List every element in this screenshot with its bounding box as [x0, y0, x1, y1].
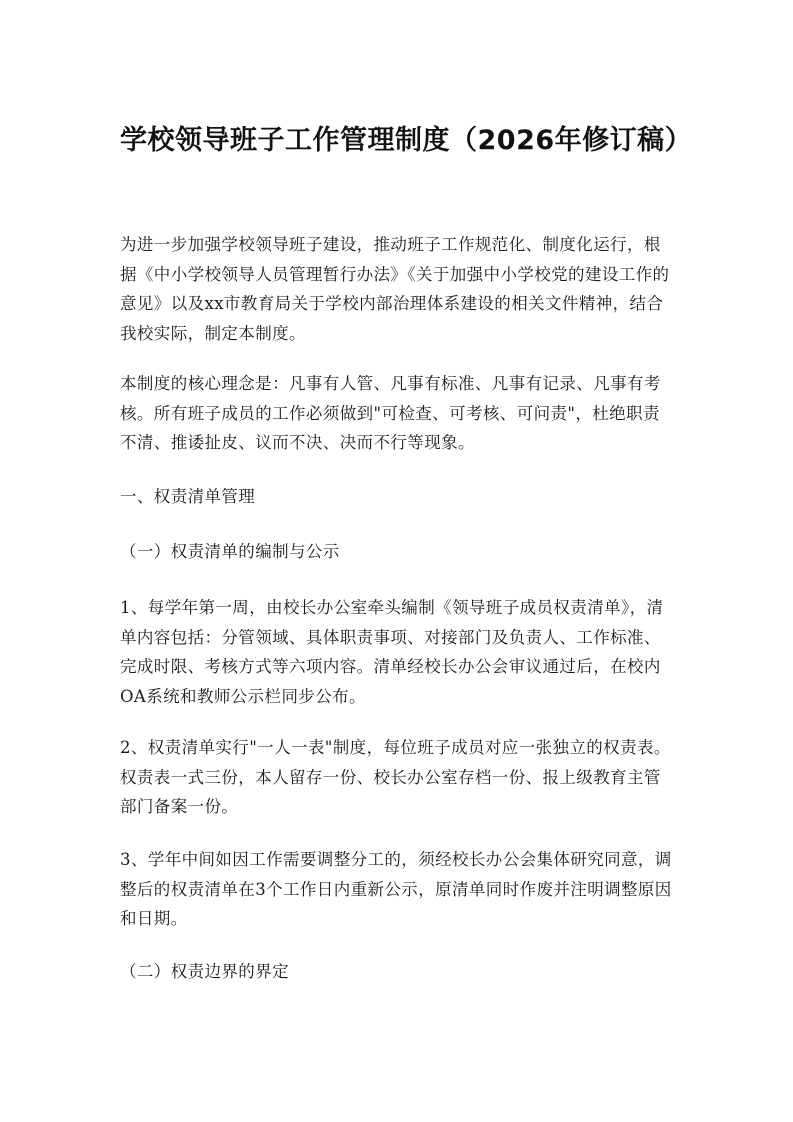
intro-paragraph: 为进一步加强学校领导班子建设，推动班子工作规范化、制度化运行，根据《中小学校领导人员管理暂行办法》《关于加强中小学校党的建设工作的意见》以及xx市教育局关于学校内部治理体系建设的相关文件精神，结合我校实际，制定本制度。	[120, 235, 670, 343]
clause-paragraph-3: 3、学年中间如因工作需要调整分工的，须经校长办公会集体研究同意，调整后的权责清单在3个工作日内重新公示，原清单同时作废并注明调整原因和日期。	[120, 850, 672, 928]
core-concept-paragraph: 本制度的核心理念是：凡事有人管、凡事有标准、凡事有记录、凡事有考核。所有班子成员的工作必须做到"可检查、可考核、可问责"，杜绝职责不清、推诿扯皮、议而不决、决而不行等现象。	[120, 374, 661, 452]
document-title: 学校领导班子工作管理制度（2026年修订稿）	[120, 125, 693, 156]
section-heading-1: 一、权责清单管理	[120, 487, 256, 506]
clause-paragraph-1: 1、每学年第一周，由校长办公室牵头编制《领导班子成员权责清单》，清单内容包括：分管领域、具体职责事项、对接部门及负责人、工作标准、完成时限、考核方式等六项内容。清单经校长办公会审议通过后，在校内OA系统和教师公示栏同步公布。	[120, 598, 664, 706]
clause-paragraph-2: 2、权责清单实行"一人一表"制度，每位班子成员对应一张独立的权责表。权责表一式三份，本人留存一份、校长办公室存档一份、报上级教育主管部门备案一份。	[120, 738, 671, 816]
subsection-heading-2: （二）权责边界的界定	[120, 962, 289, 981]
subsection-heading-1: （一）权责清单的编制与公示	[120, 542, 340, 561]
